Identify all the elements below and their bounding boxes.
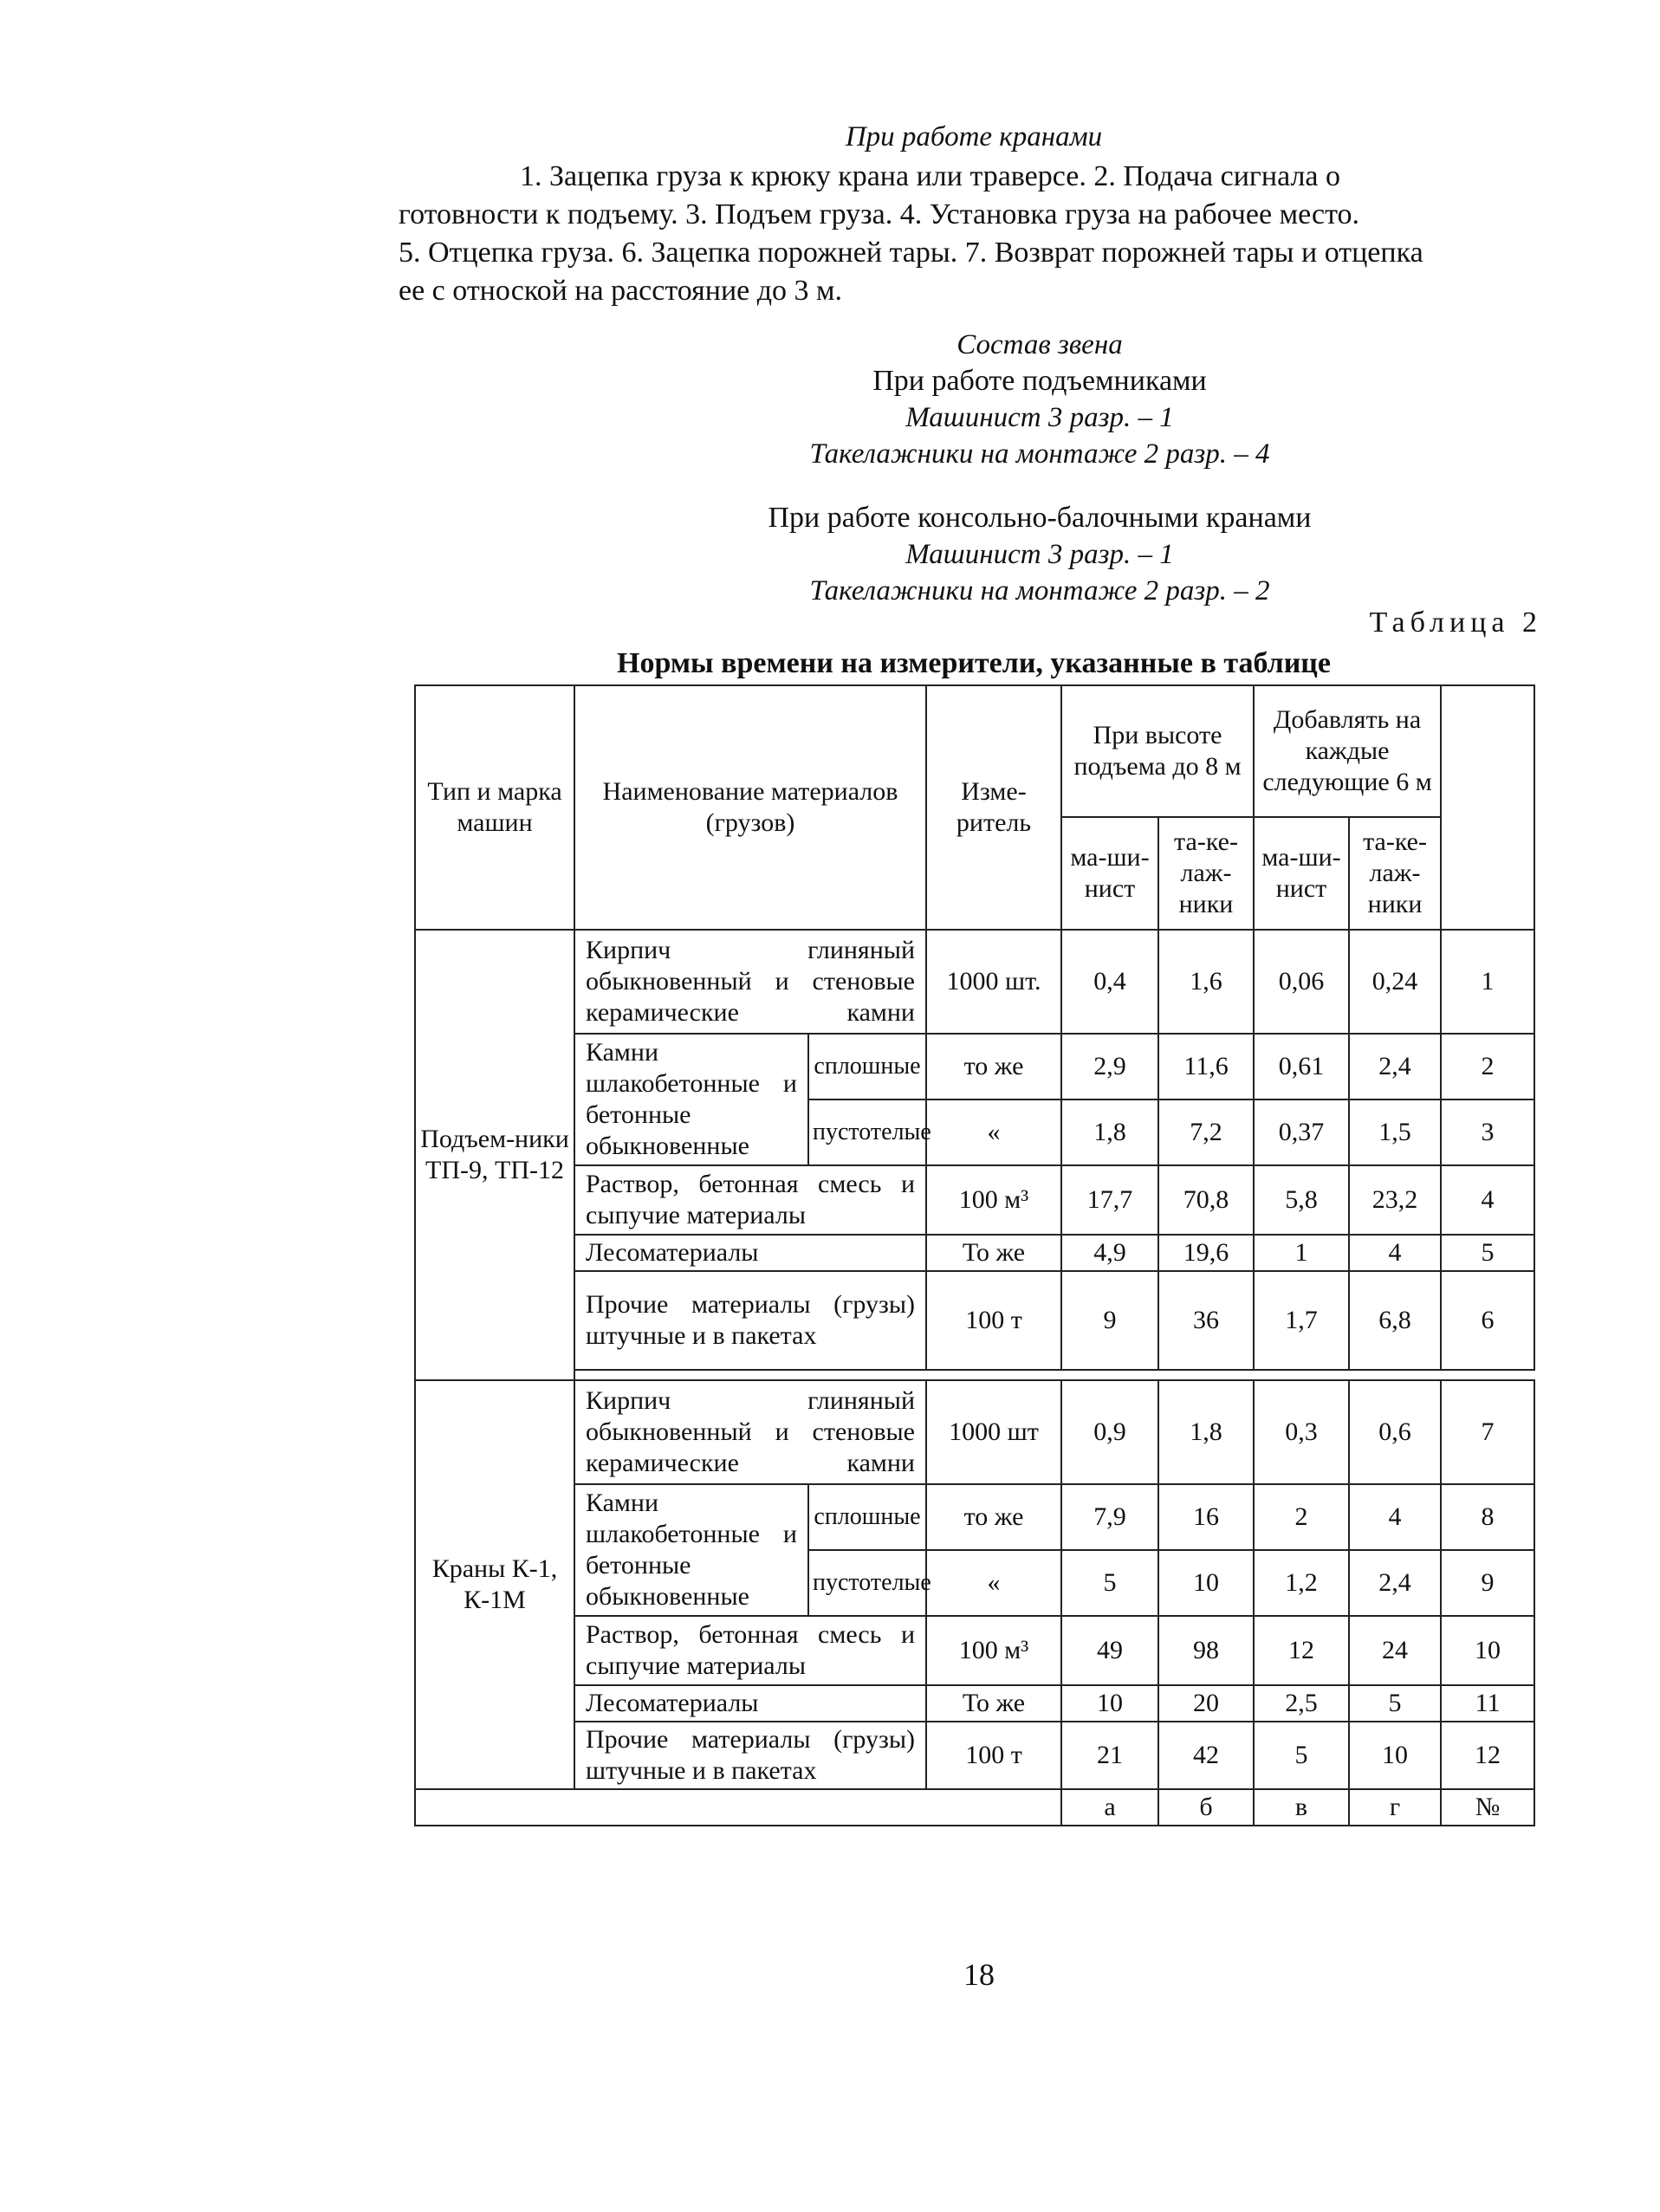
unit-cell: 1000 шт. <box>926 930 1061 1034</box>
row-number: 8 <box>1441 1484 1534 1550</box>
material-cell: Раствор, бетонная смесь и сыпучие материалы <box>574 1165 926 1235</box>
header-machinist: ма-ши-нист <box>1061 817 1158 930</box>
crew-cranes-riggers: Такелажники на монтаже 2 разр. – 2 <box>809 575 1270 607</box>
value-a: 7,9 <box>1061 1484 1158 1550</box>
footer-label-v: в <box>1254 1789 1349 1826</box>
paragraph-line: ее с отноской на расстояние до 3 м. <box>399 275 843 307</box>
value-a: 0,4 <box>1061 930 1158 1034</box>
value-a: 2,9 <box>1061 1034 1158 1100</box>
value-b: 70,8 <box>1158 1165 1254 1235</box>
material-cell: Кирпич глиняный обыкновенный и стеновые керамические камни <box>574 1380 926 1484</box>
unit-cell: то же <box>926 1484 1061 1550</box>
value-v: 0,37 <box>1254 1100 1349 1165</box>
footer-label-a: а <box>1061 1789 1158 1826</box>
value-b: 10 <box>1158 1550 1254 1616</box>
table-row <box>415 1484 1534 1550</box>
value-g: 1,5 <box>1349 1100 1441 1165</box>
row-number: 9 <box>1441 1550 1534 1616</box>
material-subtype-cell: сплошные <box>808 1034 926 1100</box>
table-row <box>415 1271 1534 1370</box>
row-number: 1 <box>1441 930 1534 1034</box>
material-cell: Лесоматериалы <box>574 1235 926 1271</box>
value-a: 9 <box>1061 1271 1158 1370</box>
value-b: 1,6 <box>1158 930 1254 1034</box>
value-b: 11,6 <box>1158 1034 1254 1100</box>
norms-table <box>414 684 1535 1826</box>
header-height-8m: При высоте подъема до 8 м <box>1061 685 1254 817</box>
value-v: 5 <box>1254 1722 1349 1789</box>
header-rigger: та-ке-лаж-ники <box>1158 817 1254 930</box>
header-material: Наименование материалов (грузов) <box>574 685 926 930</box>
value-b: 42 <box>1158 1722 1254 1789</box>
row-number: 12 <box>1441 1722 1534 1789</box>
row-number: 4 <box>1441 1165 1534 1235</box>
row-number: 3 <box>1441 1100 1534 1165</box>
value-v: 2 <box>1254 1484 1349 1550</box>
value-b: 20 <box>1158 1685 1254 1722</box>
crew-title: Состав звена <box>956 329 1123 360</box>
value-v: 0,61 <box>1254 1034 1349 1100</box>
header-number <box>1441 685 1534 930</box>
table-row <box>415 1722 1534 1789</box>
value-g: 6,8 <box>1349 1271 1441 1370</box>
material-cell: Лесоматериалы <box>574 1685 926 1722</box>
table-row <box>415 1380 1534 1484</box>
value-g: 10 <box>1349 1722 1441 1789</box>
machine-type-cell: Краны К-1, К-1М <box>415 1380 574 1789</box>
value-v: 0,3 <box>1254 1380 1349 1484</box>
unit-cell: то же <box>926 1034 1061 1100</box>
crew-lifts-heading: При работе подъемниками <box>872 365 1207 397</box>
crew-lifts-machinist: Машинист 3 разр. – 1 <box>905 402 1174 433</box>
value-a: 10 <box>1061 1685 1158 1722</box>
unit-cell: 100 т <box>926 1722 1061 1789</box>
value-a: 5 <box>1061 1550 1158 1616</box>
material-subtype-cell: сплошные <box>808 1484 926 1550</box>
material-cell: Прочие материалы (грузы) штучные и в пакетах <box>574 1271 926 1370</box>
table-row <box>415 1685 1534 1722</box>
value-g: 4 <box>1349 1484 1441 1550</box>
row-number: 2 <box>1441 1034 1534 1100</box>
value-a: 1,8 <box>1061 1100 1158 1165</box>
value-g: 2,4 <box>1349 1034 1441 1100</box>
unit-cell: 100 т <box>926 1271 1061 1370</box>
table-row <box>415 1235 1534 1271</box>
unit-cell: « <box>926 1550 1061 1616</box>
row-number: 6 <box>1441 1271 1534 1370</box>
row-number: 5 <box>1441 1235 1534 1271</box>
value-b: 98 <box>1158 1616 1254 1685</box>
header-machine-type: Тип и марка машин <box>415 685 574 930</box>
value-g: 0,24 <box>1349 930 1441 1034</box>
footer-label-g: г <box>1349 1789 1441 1826</box>
value-b: 16 <box>1158 1484 1254 1550</box>
material-cell: Прочие материалы (грузы) штучные и в пакетах <box>574 1722 926 1789</box>
value-a: 4,9 <box>1061 1235 1158 1271</box>
value-g: 0,6 <box>1349 1380 1441 1484</box>
paragraph-line: 5. Отцепка груза. 6. Зацепка порожней тары. 7. Возврат порожней тары и отцепка <box>399 237 1423 269</box>
table-footer-row <box>415 1789 1534 1826</box>
work-operations-paragraph <box>399 158 1549 310</box>
value-v: 2,5 <box>1254 1685 1349 1722</box>
value-v: 0,06 <box>1254 930 1349 1034</box>
header-unit: Изме-ритель <box>926 685 1061 930</box>
material-cell: Камни шлакобетонные и бетонные обыкновенные <box>574 1034 808 1165</box>
table-row <box>415 1616 1534 1685</box>
value-g: 24 <box>1349 1616 1441 1685</box>
table-row <box>415 1165 1534 1235</box>
value-b: 19,6 <box>1158 1235 1254 1271</box>
value-v: 12 <box>1254 1616 1349 1685</box>
material-subtype-cell: пустотелые <box>808 1100 926 1165</box>
value-b: 7,2 <box>1158 1100 1254 1165</box>
material-cell: Камни шлакобетонные и бетонные обыкновенные <box>574 1484 808 1616</box>
value-v: 1,7 <box>1254 1271 1349 1370</box>
material-subtype-cell: пустотелые <box>808 1550 926 1616</box>
value-a: 17,7 <box>1061 1165 1158 1235</box>
header-rigger: та-ке-лаж-ники <box>1349 817 1441 930</box>
crew-cranes-machinist: Машинист 3 разр. – 1 <box>905 539 1174 570</box>
row-number: 10 <box>1441 1616 1534 1685</box>
unit-cell: 100 м³ <box>926 1165 1061 1235</box>
value-a: 49 <box>1061 1616 1158 1685</box>
unit-cell: То же <box>926 1685 1061 1722</box>
row-number: 7 <box>1441 1380 1534 1484</box>
table-row <box>415 930 1534 1034</box>
value-g: 4 <box>1349 1235 1441 1271</box>
table-title: Нормы времени на измерители, указанные в таблице <box>617 647 1331 679</box>
material-cell: Раствор, бетонная смесь и сыпучие материалы <box>574 1616 926 1685</box>
value-a: 21 <box>1061 1722 1158 1789</box>
value-v: 5,8 <box>1254 1165 1349 1235</box>
spacer-row <box>415 1370 1534 1380</box>
paragraph-line: 1. Зацепка груза к крюку крана или траверсе. 2. Подача сигнала о <box>520 160 1341 192</box>
material-cell: Кирпич глиняный обыкновенный и стеновые керамические камни <box>574 930 926 1034</box>
value-v: 1,2 <box>1254 1550 1349 1616</box>
row-number: 11 <box>1441 1685 1534 1722</box>
table-row <box>415 1034 1534 1100</box>
unit-cell: « <box>926 1100 1061 1165</box>
value-g: 23,2 <box>1349 1165 1441 1235</box>
footer-label-number: № <box>1441 1789 1534 1826</box>
machine-type-cell: Подъем-ники ТП-9, ТП-12 <box>415 930 574 1380</box>
header-add-6m: Добавлять на каждые следующие 6 м <box>1254 685 1441 817</box>
page-number: 18 <box>963 1957 995 1992</box>
footer-label-b: б <box>1158 1789 1254 1826</box>
crew-cranes-heading: При работе консольно-балочными кранами <box>768 502 1312 534</box>
footer-empty-cell <box>415 1789 1061 1826</box>
paragraph-line: готовности к подъему. 3. Подъем груза. 4. Установка груза на рабочее место. <box>399 198 1360 230</box>
value-b: 1,8 <box>1158 1380 1254 1484</box>
section-title: При работе кранами <box>845 121 1103 152</box>
crew-lifts-riggers: Такелажники на монтаже 2 разр. – 4 <box>809 438 1270 470</box>
unit-cell: 100 м³ <box>926 1616 1061 1685</box>
header-machinist: ма-ши-нист <box>1254 817 1349 930</box>
table-label: Таблица 2 <box>1369 607 1542 639</box>
value-g: 2,4 <box>1349 1550 1441 1616</box>
value-v: 1 <box>1254 1235 1349 1271</box>
value-b: 36 <box>1158 1271 1254 1370</box>
value-g: 5 <box>1349 1685 1441 1722</box>
unit-cell: 1000 шт <box>926 1380 1061 1484</box>
unit-cell: То же <box>926 1235 1061 1271</box>
table-header-row <box>415 685 1534 817</box>
value-a: 0,9 <box>1061 1380 1158 1484</box>
